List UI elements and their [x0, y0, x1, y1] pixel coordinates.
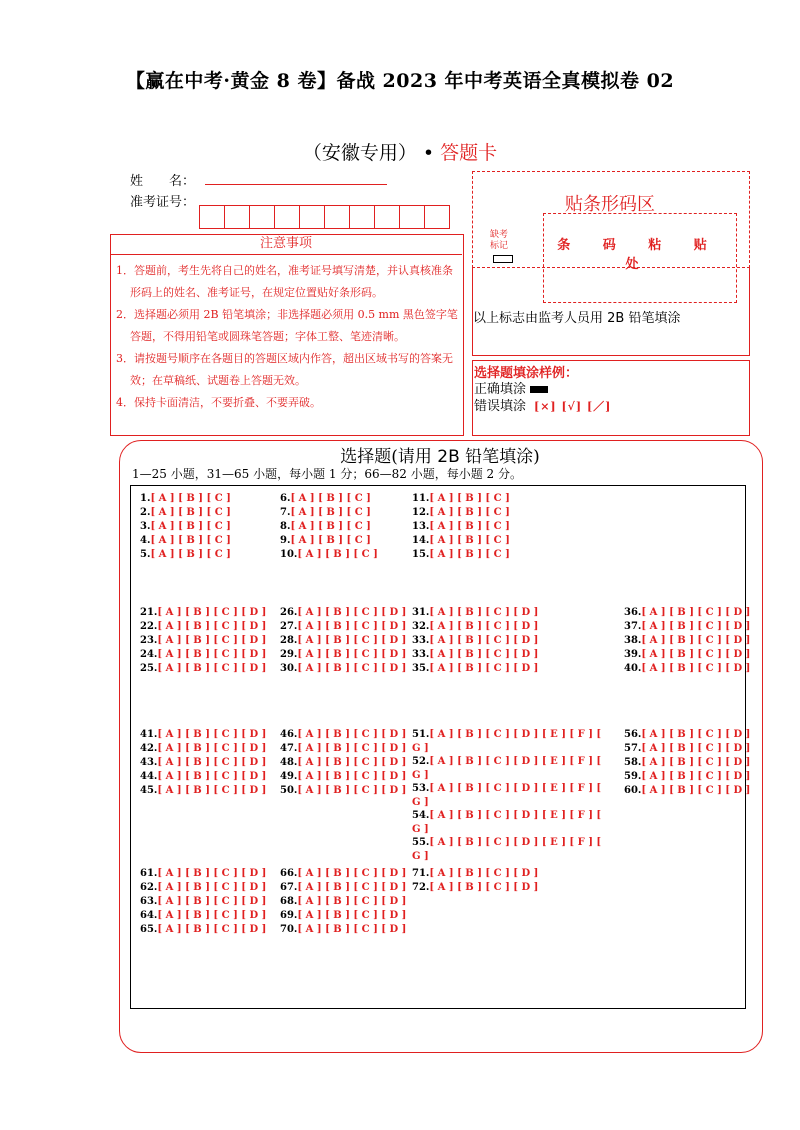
id-digit-box[interactable] [374, 205, 400, 229]
question-options[interactable]: [ A ] [ B ] [ C ] [ D ] [157, 896, 267, 907]
question-number: 52. [412, 756, 430, 767]
question-item[interactable] [412, 506, 510, 520]
question-number: 23. [140, 635, 158, 646]
question-options[interactable]: [ A ] [ B ] [ C ] [ D ] [157, 868, 267, 879]
question-options[interactable]: [ A ] [ B ] [ C ] [ D ] [429, 607, 539, 618]
question-options[interactable]: [ A ] [ B ] [ C ] [ D ] [641, 743, 751, 754]
question-number: 9. [280, 535, 291, 546]
question-number: 32. [412, 621, 430, 632]
question-options[interactable]: [ A ] [ B ] [ C ] [ D ] [297, 729, 407, 740]
question-item[interactable] [140, 534, 231, 548]
question-options[interactable]: [ A ] [ B ] [ C ] [290, 507, 371, 518]
question-number: 59. [624, 771, 642, 782]
question-item[interactable] [140, 620, 266, 634]
question-item[interactable] [624, 662, 750, 676]
question-item[interactable] [412, 606, 538, 620]
question-number: 24. [140, 649, 158, 660]
question-number: 60. [624, 785, 642, 796]
name-field[interactable] [205, 184, 387, 185]
id-digit-box[interactable] [224, 205, 250, 229]
question-number: 46. [280, 729, 298, 740]
question-options[interactable]: [ A ] [ B ] [ C ] [ D ] [ E ] [ F ] [ [429, 729, 602, 740]
barcode-note: 以上标志由监考人员用 2B 铅笔填涂 [473, 311, 681, 326]
question-options[interactable]: [ A ] [ B ] [ C ] [ D ] [297, 649, 407, 660]
page-subtitle [0, 138, 800, 165]
question-number: 35. [412, 663, 430, 674]
question-item[interactable] [280, 634, 406, 648]
question-number: 21. [140, 607, 158, 618]
question-item[interactable] [140, 728, 266, 742]
question-options[interactable]: [ A ] [ B ] [ C ] [ D ] [157, 743, 267, 754]
question-options[interactable]: [ A ] [ B ] [ C ] [ D ] [641, 621, 751, 632]
question-number: 28. [280, 635, 298, 646]
question-number: 48. [280, 757, 298, 768]
question-options[interactable]: [ A ] [ B ] [ C ] [290, 521, 371, 532]
subtitle-dot: • [422, 142, 435, 164]
question-item[interactable] [280, 648, 406, 662]
question-item[interactable] [412, 548, 510, 562]
question-number: 29. [280, 649, 298, 660]
question-number: 49. [280, 771, 298, 782]
question-number: 55. [412, 837, 430, 848]
question-item[interactable] [624, 728, 750, 742]
choice-title-b: 请用 2B 铅笔填涂 [397, 447, 534, 467]
sample-title: 选择题填涂样例： [474, 366, 579, 381]
question-item[interactable] [280, 742, 406, 756]
question-item[interactable] [280, 756, 406, 770]
question-number: 64. [140, 910, 158, 921]
question-options[interactable]: [ A ] [ B ] [ C ] [ D ] [429, 635, 539, 646]
choice-rule: 1—25 小题，31—65 小题，每小题 1 分；66—82 小题，每小题 2 分。 [132, 467, 522, 481]
question-options[interactable]: [ A ] [ B ] [ C ] [ D ] [157, 771, 267, 782]
name-label: 姓 名： [130, 174, 196, 189]
question-options-wrap[interactable]: G ] [412, 851, 429, 862]
question-item[interactable] [280, 728, 406, 742]
question-item[interactable] [624, 620, 750, 634]
question-options[interactable]: [ A ] [ B ] [ C ] [ D ] [297, 743, 407, 754]
question-number: 7. [280, 507, 291, 518]
notice-item: 1．答题前，考生先将自己的姓名，准考证号填写清楚，并认真核准条形码上的姓名、准考证号，在规定位置贴好条形码。 [116, 264, 453, 299]
question-item[interactable] [412, 620, 538, 634]
question-options[interactable]: [ A ] [ B ] [ C ] [ D ] [297, 896, 407, 907]
question-number: 43. [140, 757, 158, 768]
question-options[interactable]: [ A ] [ B ] [ C ] [ D ] [429, 882, 539, 893]
barcode-paste-label: 条 码 粘 贴 处 [557, 238, 721, 272]
question-number: 30. [280, 663, 298, 674]
question-options[interactable]: [ A ] [ B ] [ C ] [ D ] [157, 635, 267, 646]
question-options[interactable]: [ A ] [ B ] [ C ] [ D ] [157, 649, 267, 660]
question-item[interactable] [140, 770, 266, 784]
question-item[interactable] [624, 634, 750, 648]
question-item[interactable] [412, 836, 601, 864]
question-item[interactable] [280, 506, 371, 520]
question-item[interactable] [140, 648, 266, 662]
question-item[interactable] [624, 756, 750, 770]
question-number: 31. [412, 607, 430, 618]
choice-title [119, 442, 761, 467]
question-options[interactable]: [ A ] [ B ] [ C ] [ D ] [157, 910, 267, 921]
question-options[interactable]: [ A ] [ B ] [ C ] [ D ] [ E ] [ F ] [ [429, 810, 602, 821]
notice-title: 注意事项 [110, 234, 462, 255]
sample-wrong-row [474, 395, 611, 414]
absent-checkbox[interactable] [493, 255, 513, 263]
question-item[interactable] [280, 867, 406, 881]
question-number: 3. [140, 521, 151, 532]
question-item[interactable] [140, 895, 266, 909]
question-item[interactable] [624, 742, 750, 756]
question-item[interactable] [280, 492, 371, 506]
question-options[interactable]: [ A ] [ B ] [ C ] [ D ] [157, 663, 267, 674]
question-item[interactable] [412, 534, 510, 548]
question-options[interactable]: [ A ] [ B ] [ C ] [ D ] [157, 729, 267, 740]
id-digit-box[interactable] [249, 205, 275, 229]
question-options[interactable]: [ A ] [ B ] [ C ] [ D ] [429, 663, 539, 674]
question-number: 44. [140, 771, 158, 782]
question-options-wrap[interactable]: G ] [412, 797, 429, 808]
question-number: 11. [412, 493, 430, 504]
question-number: 66. [280, 868, 298, 879]
question-options[interactable]: [ A ] [ B ] [ C ] [290, 535, 371, 546]
question-options[interactable]: [ A ] [ B ] [ C ] [ D ] [157, 785, 267, 796]
question-item[interactable] [412, 728, 601, 756]
question-item[interactable] [280, 620, 406, 634]
notice-item: 3．请按题号顺序在各题目的答题区域内作答，超出区域书写的答案无效；在草稿纸、试题卷上答题无效。 [116, 352, 453, 387]
notice-item: 2．选择题必须用 2B 铅笔填涂；非选择题必须用 0.5 mm 黑色签字笔答题，不得用铅笔或圆珠笔答题；字体工整、笔迹清晰。 [116, 308, 458, 343]
sample-wrong-label: 错误填涂 [474, 399, 527, 414]
question-item[interactable] [624, 784, 750, 798]
question-number: 65. [140, 924, 158, 935]
question-item[interactable] [280, 909, 406, 923]
question-options[interactable]: [ A ] [ B ] [ C ] [ D ] [641, 663, 751, 674]
question-options[interactable]: [ A ] [ B ] [ C ] [ D ] [ E ] [ F ] [ [429, 837, 602, 848]
question-options[interactable]: [ A ] [ B ] [ C ] [ D ] [297, 924, 407, 935]
question-options-wrap[interactable]: G ] [412, 824, 429, 835]
question-options[interactable]: [ A ] [ B ] [ C ] [429, 535, 510, 546]
question-options[interactable]: [ A ] [ B ] [ C ] [ D ] [157, 924, 267, 935]
question-number: 14. [412, 535, 430, 546]
question-number: 39. [624, 649, 642, 660]
question-number: 67. [280, 882, 298, 893]
question-options[interactable]: [ A ] [ B ] [ C ] [ D ] [641, 729, 751, 740]
question-item[interactable] [624, 770, 750, 784]
question-options[interactable]: [ A ] [ B ] [ C ] [ D ] [297, 607, 407, 618]
question-item[interactable] [140, 492, 231, 506]
question-item[interactable] [412, 755, 601, 783]
id-digit-box[interactable] [299, 205, 325, 229]
question-item[interactable] [280, 662, 406, 676]
id-digit-box[interactable] [274, 205, 300, 229]
question-item[interactable] [412, 782, 601, 810]
question-item[interactable] [280, 784, 406, 798]
question-item[interactable] [412, 867, 538, 881]
id-label: 准考证号： [130, 195, 196, 210]
question-options[interactable]: [ A ] [ B ] [ C ] [ D ] [297, 757, 407, 768]
question-item[interactable] [412, 809, 601, 837]
question-options[interactable]: [ A ] [ B ] [ C ] [ D ] [641, 771, 751, 782]
question-number: 61. [140, 868, 158, 879]
barcode-title: 贴条形码区 [565, 194, 655, 215]
question-item[interactable] [140, 520, 231, 534]
question-options[interactable]: [ A ] [ B ] [ C ] [ D ] [297, 868, 407, 879]
question-item[interactable] [140, 506, 231, 520]
subtitle-card: 答题卡 [440, 142, 498, 164]
question-number: 15. [412, 549, 430, 560]
question-options[interactable]: [ A ] [ B ] [ C ] [ D ] [429, 868, 539, 879]
question-number: 51. [412, 729, 430, 740]
question-number: 2. [140, 507, 151, 518]
subtitle-region: （安徽专用） [302, 142, 417, 164]
question-options-wrap[interactable]: G ] [412, 743, 429, 754]
question-item[interactable] [140, 662, 266, 676]
question-number: 72. [412, 882, 430, 893]
question-number: 38. [624, 635, 642, 646]
question-number: 45. [140, 785, 158, 796]
question-item[interactable] [412, 520, 510, 534]
notice-item: 4．保持卡面清洁，不要折叠、不要弄破。 [116, 396, 321, 409]
question-number: 69. [280, 910, 298, 921]
question-options[interactable]: [ A ] [ B ] [ C ] [ D ] [641, 635, 751, 646]
question-item[interactable] [412, 881, 538, 895]
notice-body [116, 260, 462, 414]
question-options[interactable]: [ A ] [ B ] [ C ] [150, 535, 231, 546]
question-number: 53. [412, 783, 430, 794]
question-number: 27. [280, 621, 298, 632]
question-item[interactable] [280, 881, 406, 895]
question-options[interactable]: [ A ] [ B ] [ C ] [ D ] [157, 621, 267, 632]
id-digit-box[interactable] [349, 205, 375, 229]
question-options[interactable]: [ A ] [ B ] [ C ] [ D ] [297, 635, 407, 646]
id-digit-box[interactable] [199, 205, 225, 229]
question-options[interactable]: [ A ] [ B ] [ C ] [429, 493, 510, 504]
question-number: 68. [280, 896, 298, 907]
question-item[interactable] [280, 895, 406, 909]
question-item[interactable] [140, 867, 266, 881]
question-options[interactable]: [ A ] [ B ] [ C ] [ D ] [429, 621, 539, 632]
absent-label: 缺考标记 [489, 230, 508, 251]
question-options[interactable]: [ A ] [ B ] [ C ] [ D ] [297, 663, 407, 674]
question-options[interactable]: [ A ] [ B ] [ C ] [ D ] [641, 607, 751, 618]
question-options[interactable]: [ A ] [ B ] [ C ] [150, 521, 231, 532]
question-options-wrap[interactable]: G ] [412, 770, 429, 781]
question-number: 40. [624, 663, 642, 674]
question-item[interactable] [140, 606, 266, 620]
question-number: 25. [140, 663, 158, 674]
question-number: 1. [140, 493, 151, 504]
sample-correct-label: 正确填涂 [474, 382, 527, 397]
question-number: 56. [624, 729, 642, 740]
question-number: 70. [280, 924, 298, 935]
question-number: 42. [140, 743, 158, 754]
question-item[interactable] [140, 881, 266, 895]
question-item[interactable] [140, 742, 266, 756]
question-number: 26. [280, 607, 298, 618]
id-boxes[interactable] [200, 205, 450, 229]
question-number: 33. [412, 635, 430, 646]
question-options[interactable]: [ A ] [ B ] [ C ] [297, 549, 378, 560]
question-number: 58. [624, 757, 642, 768]
question-options[interactable]: [ A ] [ B ] [ C ] [ D ] [297, 771, 407, 782]
question-item[interactable] [624, 606, 750, 620]
question-item[interactable] [140, 909, 266, 923]
question-number: 41. [140, 729, 158, 740]
question-number: 50. [280, 785, 298, 796]
question-number: 8. [280, 521, 291, 532]
choice-title-c: ) [533, 447, 540, 467]
question-item[interactable] [624, 648, 750, 662]
question-item[interactable] [280, 923, 406, 937]
question-item[interactable] [140, 756, 266, 770]
question-item[interactable] [280, 534, 371, 548]
question-options[interactable]: [ A ] [ B ] [ C ] [150, 549, 231, 560]
choice-title-a: 选择题( [340, 447, 398, 467]
question-number: 5. [140, 549, 151, 560]
question-number: 6. [280, 493, 291, 504]
question-item[interactable] [140, 784, 266, 798]
question-item[interactable] [412, 662, 538, 676]
question-options[interactable]: [ A ] [ B ] [ C ] [ D ] [ E ] [ F ] [ [429, 756, 602, 767]
id-digit-box[interactable] [399, 205, 425, 229]
question-item[interactable] [280, 770, 406, 784]
question-options[interactable]: [ A ] [ B ] [ C ] [150, 507, 231, 518]
question-options[interactable]: [ A ] [ B ] [ C ] [ D ] [297, 910, 407, 921]
question-options[interactable]: [ A ] [ B ] [ C ] [429, 549, 510, 560]
question-options[interactable]: [ A ] [ B ] [ C ] [ D ] [157, 757, 267, 768]
question-options[interactable]: [ A ] [ B ] [ C ] [ D ] [641, 649, 751, 660]
question-item[interactable] [412, 634, 538, 648]
question-item[interactable] [280, 606, 406, 620]
question-options[interactable]: [ A ] [ B ] [ C ] [ D ] [297, 882, 407, 893]
question-number: 57. [624, 743, 642, 754]
id-digit-box[interactable] [324, 205, 350, 229]
question-options[interactable]: [ A ] [ B ] [ C ] [429, 507, 510, 518]
question-item[interactable] [280, 548, 378, 562]
question-number: 12. [412, 507, 430, 518]
question-options[interactable]: [ A ] [ B ] [ C ] [ D ] [ E ] [ F ] [ [429, 783, 602, 794]
question-options[interactable]: [ A ] [ B ] [ C ] [ D ] [297, 621, 407, 632]
question-item[interactable] [140, 634, 266, 648]
question-options[interactable]: [ A ] [ B ] [ C ] [ D ] [641, 785, 751, 796]
question-number: 33. [412, 649, 430, 660]
question-options[interactable]: [ A ] [ B ] [ C ] [429, 521, 510, 532]
question-number: 63. [140, 896, 158, 907]
question-item[interactable] [412, 492, 510, 506]
question-item[interactable] [280, 520, 371, 534]
sample-wrong-marks: [×] [√] [／] [534, 400, 612, 413]
question-number: 71. [412, 868, 430, 879]
question-item[interactable] [412, 648, 538, 662]
question-number: 47. [280, 743, 298, 754]
question-options[interactable]: [ A ] [ B ] [ C ] [290, 493, 371, 504]
question-number: 54. [412, 810, 430, 821]
question-number: 37. [624, 621, 642, 632]
question-number: 4. [140, 535, 151, 546]
question-options[interactable]: [ A ] [ B ] [ C ] [ D ] [157, 607, 267, 618]
question-number: 22. [140, 621, 158, 632]
question-options[interactable]: [ A ] [ B ] [ C ] [ D ] [297, 785, 407, 796]
question-options[interactable]: [ A ] [ B ] [ C ] [ D ] [641, 757, 751, 768]
question-item[interactable] [140, 923, 266, 937]
id-digit-box[interactable] [424, 205, 450, 229]
filled-mark-icon [530, 386, 548, 393]
page-title: 【赢在中考·黄金 8 卷】备战 2023 年中考英语全真模拟卷 02 [125, 70, 675, 92]
question-number: 13. [412, 521, 430, 532]
question-item[interactable] [140, 548, 231, 562]
question-number: 62. [140, 882, 158, 893]
question-number: 36. [624, 607, 642, 618]
question-options[interactable]: [ A ] [ B ] [ C ] [ D ] [157, 882, 267, 893]
question-options[interactable]: [ A ] [ B ] [ C ] [150, 493, 231, 504]
question-number: 10. [280, 549, 298, 560]
question-options[interactable]: [ A ] [ B ] [ C ] [ D ] [429, 649, 539, 660]
